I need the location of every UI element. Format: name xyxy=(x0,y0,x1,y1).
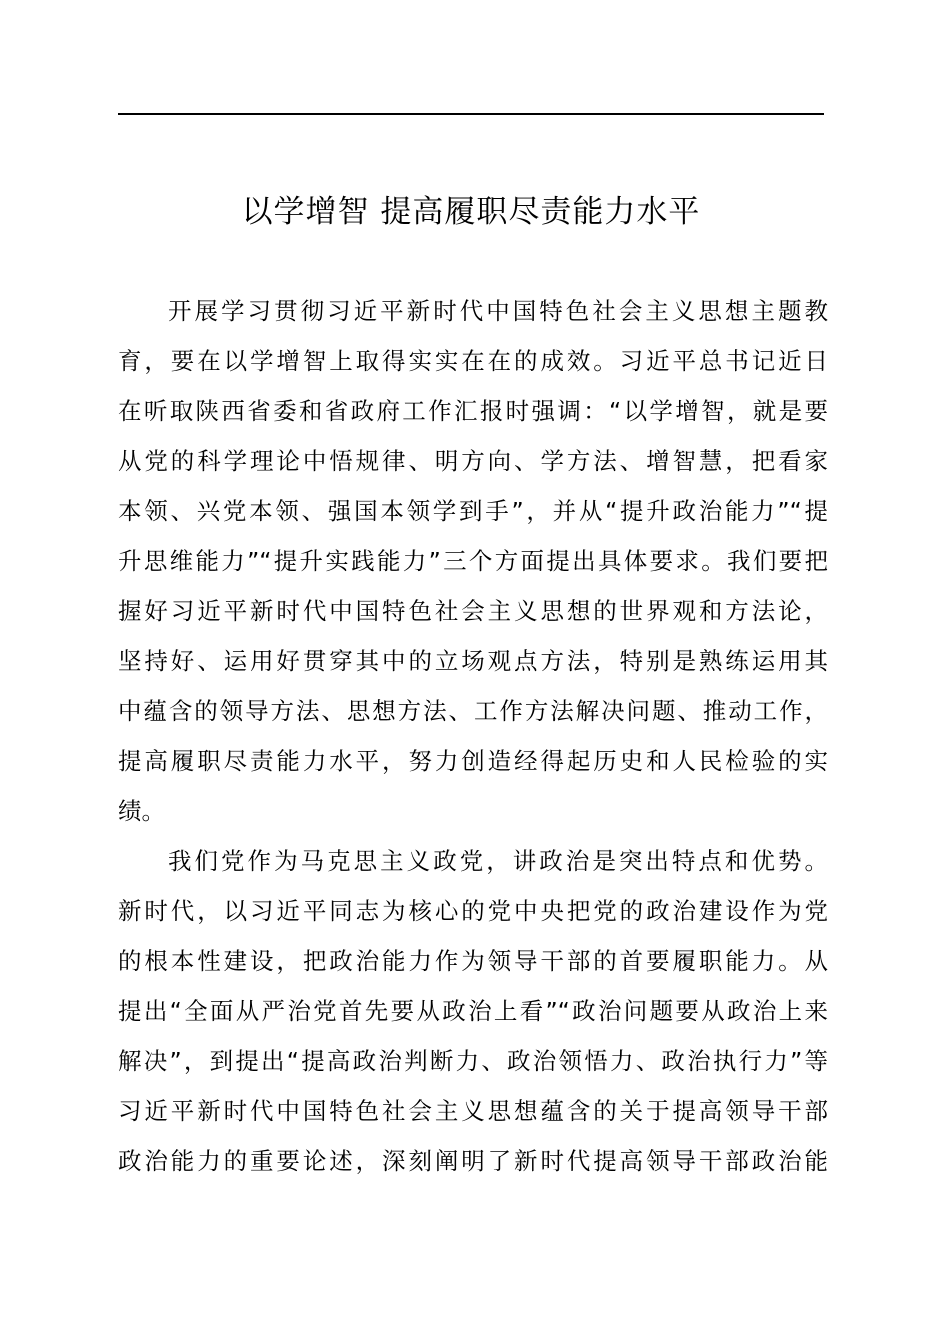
text-line: 开展学习贯彻习近平新时代中国特色社会主义思想主题教 xyxy=(168,297,828,325)
paragraph-2 xyxy=(118,836,828,1186)
page-title: 以学增智 提高履职尽责能力水平 xyxy=(241,194,701,230)
text-line: 育，要在以学增智上取得实实在在的成效。习近平总书记近日 xyxy=(118,347,828,375)
text-line: 绩。 xyxy=(118,797,165,825)
text-line: 从党的科学理论中悟规律、明方向、学方法、增智慧，把看家 xyxy=(118,447,828,475)
text-line: 坚持好、运用好贯穿其中的立场观点方法，特别是熟练运用其 xyxy=(118,647,828,675)
text-line: 在听取陕西省委和省政府工作汇报时强调：“以学增智，就是要 xyxy=(118,397,828,425)
header-rule xyxy=(118,113,824,115)
text-line: 我们党作为马克思主义政党，讲政治是突出特点和优势。 xyxy=(168,847,828,875)
text-line: 提出“全面从严治党首先要从政治上看”“政治问题要从政治上来 xyxy=(118,997,828,1025)
text-line: 握好习近平新时代中国特色社会主义思想的世界观和方法论， xyxy=(118,597,828,625)
text-line: 的根本性建设，把政治能力作为领导干部的首要履职能力。从 xyxy=(118,947,828,975)
text-line: 解决”，到提出“提高政治判断力、政治领悟力、政治执行力”等 xyxy=(118,1047,828,1075)
text-line: 本领、兴党本领、强国本领学到手”，并从“提升政治能力”“提 xyxy=(118,497,828,525)
article-body xyxy=(118,286,828,1186)
text-line: 习近平新时代中国特色社会主义思想蕴含的关于提高领导干部 xyxy=(118,1097,828,1125)
text-line: 新时代，以习近平同志为核心的党中央把党的政治建设作为党 xyxy=(118,897,828,925)
text-line: 升思维能力”“提升实践能力”三个方面提出具体要求。我们要把 xyxy=(118,547,828,575)
paragraph-1 xyxy=(118,286,828,836)
text-line: 提高履职尽责能力水平，努力创造经得起历史和人民检验的实 xyxy=(118,747,828,775)
text-line: 中蕴含的领导方法、思想方法、工作方法解决问题、推动工作， xyxy=(118,697,828,725)
text-line: 政治能力的重要论述，深刻阐明了新时代提高领导干部政治能 xyxy=(118,1147,828,1175)
